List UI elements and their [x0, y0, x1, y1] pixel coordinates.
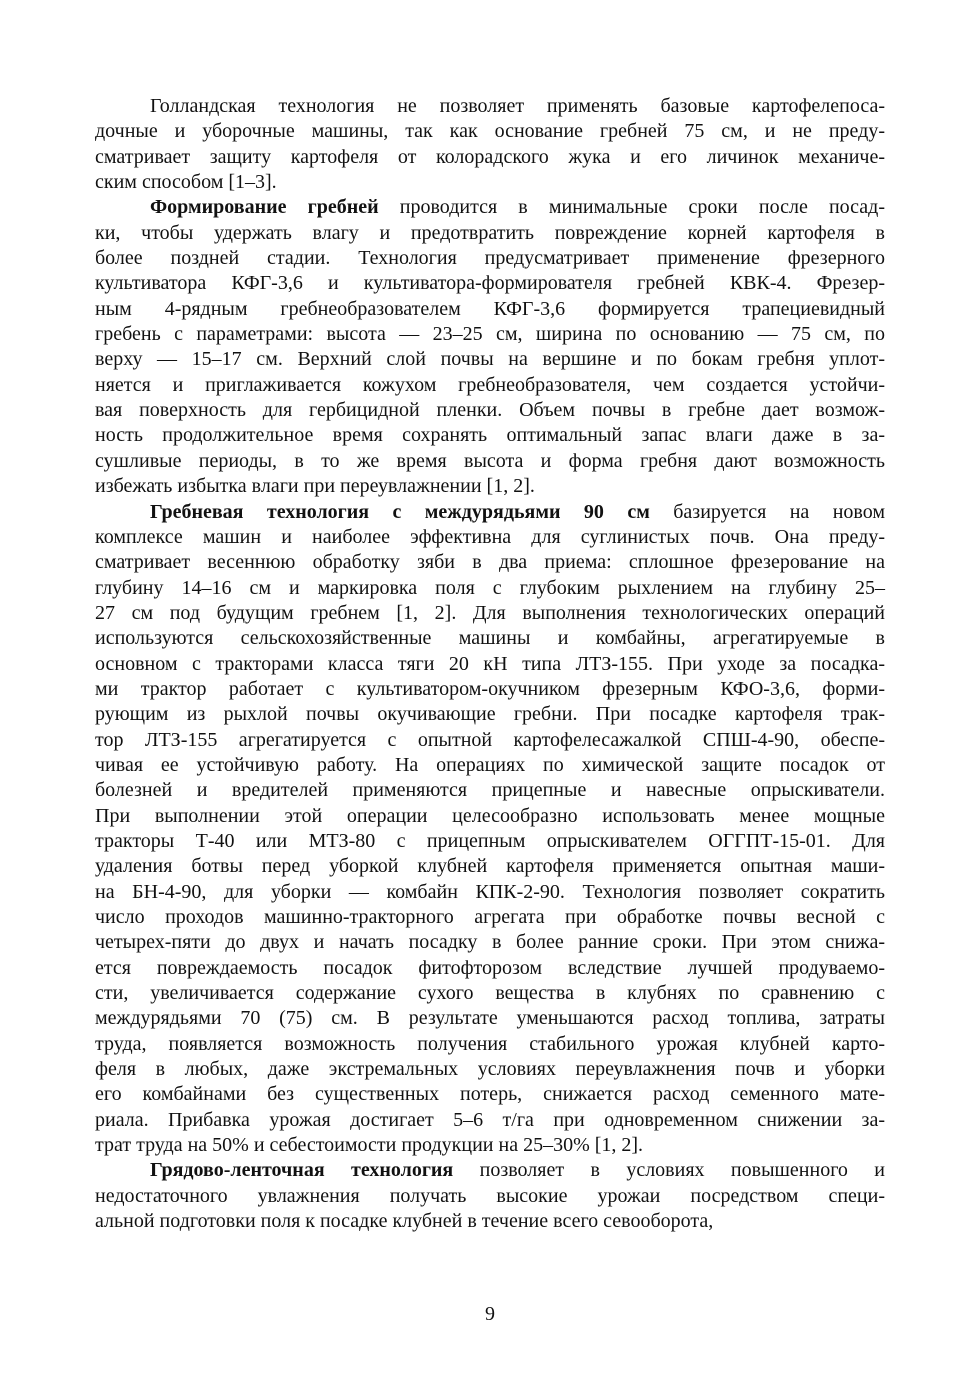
line-text: сматривает защиту картофеля от колорадского жука и его личинок механиче- — [95, 145, 885, 168]
text-line — [95, 652, 885, 677]
text-line — [95, 702, 885, 727]
document-body — [95, 94, 885, 1234]
text-line — [95, 778, 885, 803]
text-line — [95, 1133, 885, 1158]
line-text: его комбайнами без существенных потерь, снижается расход семенного мате- — [95, 1083, 885, 1106]
text-line — [95, 1184, 885, 1209]
line-text: ется повреждаемость посадок фитофторозом вследствие лучшей продуваемо- — [95, 956, 885, 979]
text-line — [95, 271, 885, 296]
text-line — [95, 550, 885, 575]
text-line — [95, 804, 885, 829]
line-text: ми трактор работает с культиватором-окучником фрезерным КФО-3,6, форми- — [95, 677, 885, 700]
text-line — [95, 981, 885, 1006]
text-line — [95, 145, 885, 170]
text-line — [95, 94, 885, 119]
text-line — [95, 576, 885, 601]
text-line — [95, 322, 885, 347]
text-line — [95, 119, 885, 144]
line-text: 27 см под будущим гребнем [1, 2]. Для выполнения технологических операций — [95, 601, 885, 624]
paragraph — [95, 195, 885, 499]
text-line — [95, 195, 885, 220]
line-text: междурядьями 70 (75) см. В результате уменьшаются расход топлива, затраты — [95, 1007, 885, 1030]
text-line — [95, 1032, 885, 1057]
line-text: сматривает весеннюю обработку зяби в два приема: сплошное фрезерование на — [95, 551, 885, 574]
line-text: феля в любых, даже экстремальных условиях переувлажнения почв и уборки — [95, 1058, 885, 1081]
text-line — [95, 1057, 885, 1082]
line-text: риала. Прибавка урожая достигает 5–6 т/га при одновременном снижении за- — [95, 1108, 885, 1131]
text-line — [95, 880, 885, 905]
page-number: 9 — [485, 1303, 495, 1325]
line-text: проводится в минимальные сроки после посад- — [378, 196, 885, 219]
text-line — [95, 905, 885, 930]
text-line — [95, 601, 885, 626]
text-line — [95, 1158, 885, 1183]
text-line — [95, 423, 885, 448]
paragraph — [95, 500, 885, 1159]
line-text: тракторы Т-40 или МТЗ-80 с прицепным опрыскивателем ОГГПТ-15-01. Для — [95, 829, 885, 852]
line-text: тор ЛТЗ-155 агрегатируется с опытной картофелесажалкой СПШ-4-90, обеспе- — [95, 728, 885, 751]
line-text: базируется на новом — [649, 500, 885, 523]
text-line — [95, 626, 885, 651]
line-text: При выполнении этой операции целесообразно использовать менее мощные — [95, 804, 885, 827]
text-line — [95, 829, 885, 854]
paragraph — [95, 1158, 885, 1234]
line-text: культиватора КФГ-3,6 и культиватора-формирователя гребней КВК-4. Фрезер- — [95, 272, 885, 295]
line-text: сти, увеличивается содержание сухого вещества в клубнях по сравнению с — [95, 982, 885, 1005]
line-text: позволяет в условиях повышенного и — [453, 1159, 885, 1182]
line-text: труда, появляется возможность получения стабильного урожая клубней карто- — [95, 1032, 885, 1055]
line-text: ность продолжительное время сохранять оптимальный запас влаги даже в за- — [95, 424, 885, 447]
text-line — [95, 297, 885, 322]
text-line — [95, 449, 885, 474]
line-text: используются сельскохозяйственные машины и комбайны, агрегатируемые в — [95, 627, 885, 650]
text-line — [95, 956, 885, 981]
bold-heading: Грядово-ленточная технология — [150, 1159, 454, 1182]
text-line — [95, 728, 885, 753]
text-line — [95, 246, 885, 271]
line-text: на БН-4-90, для уборки — комбайн КПК-2-90. Технология позволяет сократить — [95, 880, 885, 903]
line-text: глубину 14–16 см и маркировка поля с глубоким рыхлением на глубину 25– — [95, 576, 885, 599]
paragraph — [95, 94, 885, 195]
line-text: дочные и уборочные машины, так как основание гребней 75 см, и не преду- — [95, 120, 885, 143]
line-text: комплексе машин и наиболее эффективна для суглинистых почв. Она преду- — [95, 525, 885, 548]
text-line — [95, 854, 885, 879]
line-text: рующим из рыхлой почвы окучивающие гребни. При посадке картофеля трак- — [95, 703, 885, 726]
text-line — [95, 677, 885, 702]
line-text: четырех-пяти до двух и начать посадку в более ранние сроки. При этом снижа- — [95, 931, 885, 954]
text-line — [95, 474, 885, 499]
line-text: чивая ее устойчивую работу. На операциях по химической защите посадок от — [95, 753, 885, 776]
line-text: удаления ботвы перед уборкой клубней картофеля применяется опытная маши- — [95, 855, 885, 878]
text-line — [95, 753, 885, 778]
line-text: избежать избытка влаги при переувлажнении [1, 2]. — [95, 475, 535, 498]
text-line — [95, 170, 885, 195]
text-line — [95, 500, 885, 525]
text-line — [95, 221, 885, 246]
line-text: ным 4-рядным гребнеобразователем КФГ-3,6 формируется трапециевидный — [95, 297, 885, 320]
text-line — [95, 398, 885, 423]
line-text: более поздней стадии. Технология предусматривает применение фрезерного — [95, 247, 885, 270]
line-text: Голландская технология не позволяет применять базовые картофелепоса- — [150, 95, 885, 117]
text-line — [95, 1006, 885, 1031]
line-text: няется и приглаживается кожухом гребнеобразователя, чем создается устойчи- — [95, 373, 885, 396]
bold-heading: Гребневая технология с междурядьями 90 см — [150, 500, 650, 523]
text-line — [95, 525, 885, 550]
line-text: недостаточного увлажнения получать высокие урожаи посредством специ- — [95, 1184, 885, 1207]
text-line — [95, 1209, 885, 1234]
line-text: ки, чтобы удержать влагу и предотвратить повреждение корней картофеля в — [95, 221, 885, 244]
line-text: альной подготовки поля к посадке клубней в течение всего севооборота, — [95, 1210, 714, 1233]
bold-heading: Формирование гребней — [150, 196, 379, 219]
line-text: верху — 15–17 см. Верхний слой почвы на вершине и по бокам гребня уплот- — [95, 348, 885, 371]
line-text: основном с тракторами класса тяги 20 кН типа ЛТЗ-155. При уходе за посадка- — [95, 652, 885, 675]
text-line — [95, 1108, 885, 1133]
line-text: гребень с параметрами: высота — 23–25 см, ширина по основанию — 75 см, по — [95, 323, 885, 346]
line-text: трат труда на 50% и себестоимости продукции на 25–30% [1, 2]. — [95, 1134, 644, 1157]
line-text: болезней и вредителей применяются прицепные и навесные опрыскиватели. — [95, 779, 885, 802]
text-line — [95, 930, 885, 955]
line-text: вая поверхность для гербицидной пленки. Объем почвы в гребне дает возмож- — [95, 399, 885, 422]
line-text: ским способом [1–3]. — [95, 171, 277, 194]
line-text: сушливые периоды, в то же время высота и форма гребня дают возможность — [95, 449, 885, 472]
text-line — [95, 347, 885, 372]
line-text: число проходов машинно-тракторного агрегата при обработке почвы весной с — [95, 906, 885, 928]
text-line — [95, 373, 885, 398]
text-line — [95, 1082, 885, 1107]
